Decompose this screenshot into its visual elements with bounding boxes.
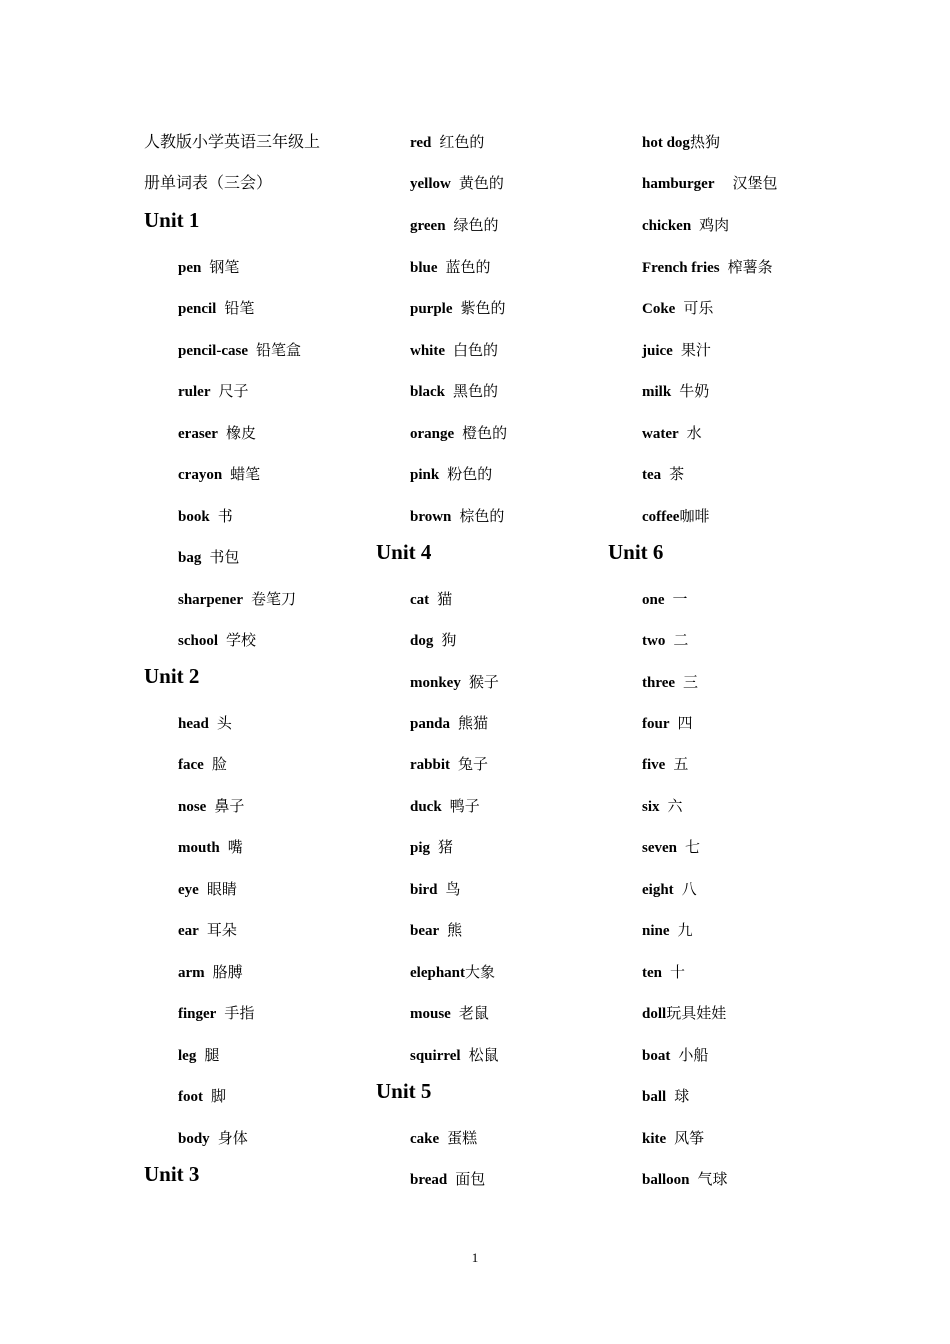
vocab-item [642, 1087, 689, 1107]
word-chinese: 二 [673, 633, 689, 649]
vocab-item [642, 714, 693, 734]
vocab-item [642, 1004, 726, 1024]
vocab-item [642, 838, 700, 858]
word-english: six [642, 799, 660, 815]
word-english: red [410, 135, 432, 151]
word-chinese: 黄色的 [458, 176, 504, 192]
unit-heading-4: Unit 4 [376, 540, 432, 564]
word-chinese: 气球 [697, 1172, 728, 1188]
vocab-item [642, 299, 713, 319]
vocab-item [410, 797, 480, 817]
word-chinese: 水 [686, 426, 702, 442]
vocab-item [410, 174, 504, 194]
vocab-item [410, 341, 498, 361]
word-english: purple [410, 301, 453, 317]
word-english: white [410, 343, 445, 359]
word-english: duck [410, 799, 442, 815]
word-english: three [642, 675, 676, 691]
word-english: body [178, 1131, 210, 1147]
word-english: hamburger [642, 176, 715, 192]
word-chinese: 茶 [669, 467, 685, 483]
vocab-item [410, 963, 495, 983]
word-english: ball [642, 1089, 667, 1105]
vocab-item [642, 341, 711, 361]
word-english: nine [642, 923, 670, 939]
vocab-item [178, 755, 227, 775]
vocab-item [410, 838, 453, 858]
word-chinese: 橡皮 [225, 426, 256, 442]
vocab-item [642, 1046, 708, 1066]
word-chinese: 绿色的 [453, 218, 499, 234]
word-english: hot dog [642, 135, 690, 151]
word-english: sharpener [178, 592, 243, 608]
vocab-item [642, 424, 702, 444]
vocab-item [642, 1170, 728, 1190]
word-english: panda [410, 716, 451, 732]
word-chinese: 四 [677, 716, 693, 732]
word-english: French fries [642, 260, 720, 276]
vocab-item [410, 631, 456, 651]
vocab-item [642, 963, 685, 983]
vocab-item [178, 714, 232, 734]
vocab-item [410, 1129, 477, 1149]
word-chinese: 耳朵 [206, 923, 237, 939]
vocab-item [642, 673, 698, 693]
word-chinese: 棕色的 [459, 509, 505, 525]
word-chinese: 球 [674, 1089, 690, 1105]
vocab-item [642, 216, 729, 236]
document-title-line-2: 册单词表（三会） [144, 175, 273, 192]
word-chinese: 十 [670, 965, 686, 981]
word-chinese: 风筝 [674, 1131, 705, 1147]
vocab-item [410, 216, 499, 236]
vocab-item [178, 258, 239, 278]
word-chinese: 卷笔刀 [251, 592, 297, 608]
word-chinese: 眼睛 [206, 882, 237, 898]
vocab-item [178, 424, 256, 444]
vocab-item [410, 258, 491, 278]
word-chinese: 鸡肉 [699, 218, 730, 234]
word-english: monkey [410, 675, 461, 691]
vocab-item [410, 921, 462, 941]
word-chinese: 蜡笔 [230, 467, 261, 483]
vocab-item [642, 590, 688, 610]
word-english: orange [410, 426, 455, 442]
vocab-item [410, 755, 488, 775]
word-chinese: 玩具娃娃 [666, 1006, 727, 1022]
vocab-item [642, 465, 684, 485]
word-chinese: 书包 [209, 550, 240, 566]
vocab-item [642, 921, 693, 941]
vocab-item [178, 1129, 248, 1149]
vocab-item [178, 880, 237, 900]
vocab-item [178, 465, 260, 485]
word-english: pencil [178, 301, 217, 317]
word-english: juice [642, 343, 673, 359]
word-english: two [642, 633, 666, 649]
word-english: eye [178, 882, 199, 898]
word-chinese: 蓝色的 [445, 260, 491, 276]
vocab-item [642, 631, 688, 651]
unit-heading-2: Unit 2 [144, 664, 200, 688]
vocab-item [642, 133, 720, 153]
word-chinese: 熊猫 [458, 716, 489, 732]
word-chinese: 九 [677, 923, 693, 939]
word-english: bag [178, 550, 202, 566]
word-chinese: 六 [667, 799, 683, 815]
word-english: ten [642, 965, 662, 981]
word-chinese: 铅笔 [224, 301, 255, 317]
word-chinese: 咖啡 [679, 509, 710, 525]
word-english: balloon [642, 1172, 690, 1188]
vocab-item [410, 299, 506, 319]
word-chinese: 橙色的 [462, 426, 508, 442]
word-chinese: 脚 [211, 1089, 227, 1105]
word-english: nose [178, 799, 207, 815]
word-english: cat [410, 592, 430, 608]
word-english: eight [642, 882, 674, 898]
word-chinese: 老鼠 [458, 1006, 489, 1022]
word-chinese: 腿 [204, 1048, 220, 1064]
unit-heading-3: Unit 3 [144, 1162, 200, 1186]
word-chinese: 头 [216, 716, 232, 732]
word-english: boat [642, 1048, 671, 1064]
word-english: head [178, 716, 209, 732]
word-chinese: 粉色的 [447, 467, 493, 483]
word-english: eraser [178, 426, 218, 442]
word-chinese: 鸟 [445, 882, 461, 898]
word-chinese: 身体 [217, 1131, 248, 1147]
word-english: milk [642, 384, 672, 400]
word-english: ear [178, 923, 199, 939]
word-english: Coke [642, 301, 676, 317]
word-english: mouth [178, 840, 220, 856]
word-english: bird [410, 882, 438, 898]
vocab-item [410, 673, 499, 693]
vocab-item [410, 424, 507, 444]
word-chinese: 蛋糕 [447, 1131, 478, 1147]
word-chinese: 铅笔盒 [255, 343, 301, 359]
word-english: water [642, 426, 679, 442]
word-chinese: 紫色的 [460, 301, 506, 317]
word-chinese: 黑色的 [453, 384, 499, 400]
word-english: doll [642, 1006, 667, 1022]
word-chinese: 榨薯条 [727, 260, 773, 276]
word-english: coffee [642, 509, 680, 525]
word-english: elephant [410, 965, 466, 981]
word-english: black [410, 384, 446, 400]
word-english: book [178, 509, 210, 525]
vocab-item [178, 382, 249, 402]
word-english: blue [410, 260, 438, 276]
word-english: finger [178, 1006, 217, 1022]
vocab-item [178, 1004, 254, 1024]
word-english: five [642, 757, 666, 773]
word-chinese: 书 [217, 509, 233, 525]
vocab-item [642, 382, 709, 402]
vocab-item [642, 755, 688, 775]
word-chinese: 尺子 [218, 384, 249, 400]
vocab-item [642, 174, 778, 194]
word-chinese: 手指 [224, 1006, 255, 1022]
word-english: pen [178, 260, 202, 276]
word-chinese: 面包 [455, 1172, 486, 1188]
vocab-item [178, 1046, 219, 1066]
vocab-item [410, 133, 484, 153]
word-english: green [410, 218, 446, 234]
word-english: four [642, 716, 670, 732]
word-chinese: 小船 [678, 1048, 709, 1064]
word-english: bear [410, 923, 440, 939]
vocab-item [410, 465, 492, 485]
word-chinese: 猫 [437, 592, 453, 608]
word-chinese: 七 [685, 840, 701, 856]
word-english: face [178, 757, 204, 773]
vocab-item [410, 1046, 499, 1066]
word-english: brown [410, 509, 452, 525]
unit-heading-1: Unit 1 [144, 208, 200, 232]
vocab-item [178, 631, 256, 651]
word-english: arm [178, 965, 205, 981]
word-english: ruler [178, 384, 211, 400]
word-english: pencil-case [178, 343, 248, 359]
vocab-item [178, 838, 243, 858]
vocab-item [178, 963, 243, 983]
word-chinese: 学校 [226, 633, 257, 649]
word-english: yellow [410, 176, 451, 192]
word-chinese: 果汁 [680, 343, 711, 359]
document-title-line-1: 人教版小学英语三年级上 [144, 134, 321, 151]
word-chinese: 可乐 [683, 301, 714, 317]
vocab-item [642, 880, 697, 900]
vocab-item [178, 1087, 226, 1107]
word-chinese: 胳膊 [212, 965, 243, 981]
vocab-item [410, 1004, 489, 1024]
word-chinese: 红色的 [439, 135, 485, 151]
word-english: mouse [410, 1006, 451, 1022]
vocab-item [642, 258, 773, 278]
word-chinese: 脸 [211, 757, 227, 773]
vocab-item [178, 548, 239, 568]
vocab-item [410, 590, 452, 610]
word-chinese: 兔子 [458, 757, 489, 773]
word-english: kite [642, 1131, 667, 1147]
word-chinese: 一 [672, 592, 688, 608]
word-chinese: 汉堡包 [732, 176, 778, 192]
vocab-item [410, 880, 461, 900]
unit-heading-5: Unit 5 [376, 1079, 432, 1103]
word-chinese: 五 [673, 757, 689, 773]
word-chinese: 三 [683, 675, 699, 691]
word-english: leg [178, 1048, 197, 1064]
vocab-item [642, 797, 683, 817]
word-english: seven [642, 840, 677, 856]
word-english: tea [642, 467, 662, 483]
vocab-item [178, 507, 233, 527]
word-english: chicken [642, 218, 692, 234]
vocab-item [642, 1129, 704, 1149]
word-chinese: 鼻子 [214, 799, 245, 815]
word-chinese: 热狗 [689, 135, 720, 151]
vocab-item [642, 507, 709, 527]
word-chinese: 猪 [438, 840, 454, 856]
vocab-item [410, 714, 488, 734]
vocab-item [178, 341, 301, 361]
page-number: 1 [471, 1250, 479, 1265]
word-english: pig [410, 840, 431, 856]
word-english: crayon [178, 467, 223, 483]
word-chinese: 狗 [441, 633, 457, 649]
vocab-item [410, 1170, 485, 1190]
word-chinese: 松鼠 [468, 1048, 499, 1064]
word-english: squirrel [410, 1048, 461, 1064]
word-chinese: 牛奶 [679, 384, 710, 400]
word-english: one [642, 592, 665, 608]
word-english: foot [178, 1089, 203, 1105]
word-chinese: 嘴 [227, 840, 243, 856]
word-english: school [178, 633, 219, 649]
vocab-item [410, 507, 504, 527]
word-chinese: 白色的 [453, 343, 499, 359]
word-chinese: 鸭子 [449, 799, 480, 815]
word-chinese: 大象 [465, 965, 496, 981]
vocab-item [178, 797, 244, 817]
word-english: dog [410, 633, 434, 649]
vocab-item [410, 382, 498, 402]
word-chinese: 熊 [447, 923, 463, 939]
word-english: bread [410, 1172, 448, 1188]
word-chinese: 猴子 [468, 675, 499, 691]
word-english: cake [410, 1131, 440, 1147]
word-english: pink [410, 467, 440, 483]
unit-heading-6: Unit 6 [608, 540, 664, 564]
word-chinese: 八 [681, 882, 697, 898]
vocab-item [178, 921, 237, 941]
vocab-item [178, 299, 254, 319]
vocab-item [178, 590, 296, 610]
word-english: rabbit [410, 757, 451, 773]
word-chinese: 钢笔 [209, 260, 240, 276]
